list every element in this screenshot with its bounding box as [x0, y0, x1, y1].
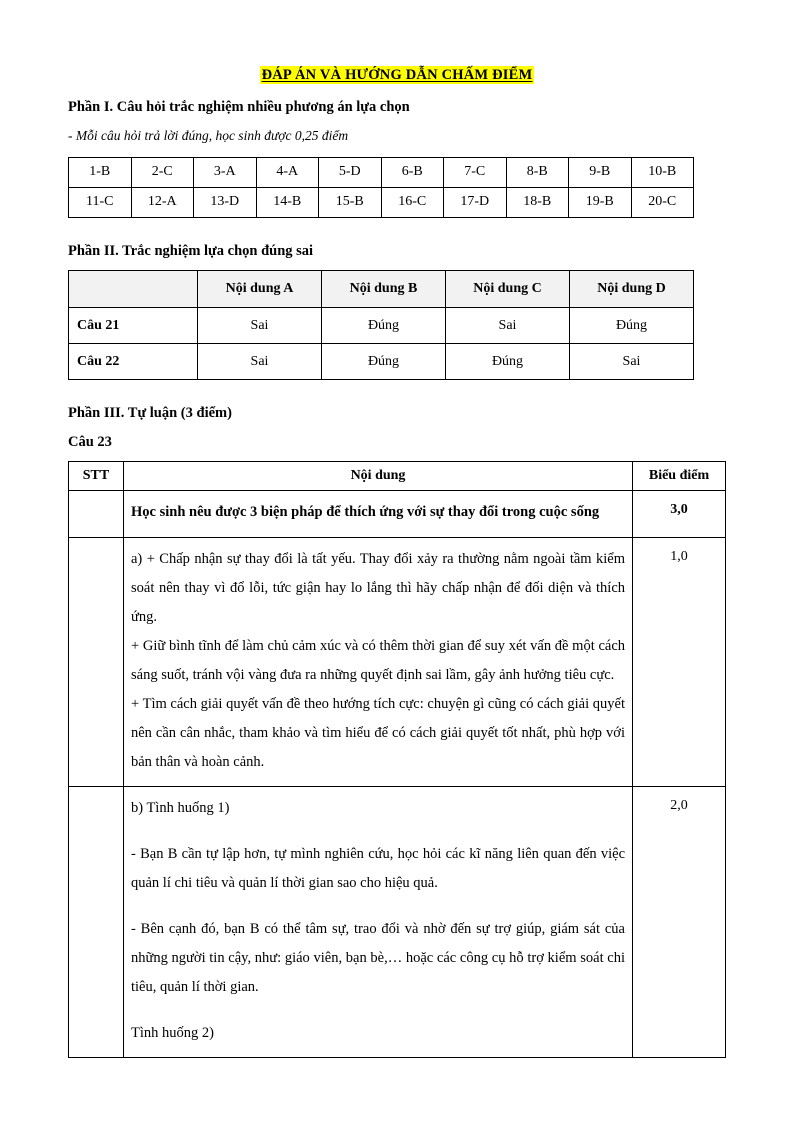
column-header-stt: STT — [69, 462, 124, 491]
table-row — [69, 344, 694, 380]
stt-cell — [69, 537, 124, 786]
answer-cell: 9-B — [569, 157, 632, 187]
answer-cell: 5-D — [319, 157, 382, 187]
part3-rubric-table — [68, 461, 726, 1058]
answer-cell: 13-D — [194, 187, 257, 217]
answer-cell: 7-C — [444, 157, 507, 187]
answer-cell: Đúng — [446, 344, 570, 380]
rubric-content-cell — [124, 786, 633, 1057]
answer-cell: Đúng — [322, 308, 446, 344]
column-header-b: Nội dung B — [322, 271, 446, 308]
part3-question-label: Câu 23 — [68, 434, 112, 451]
answer-cell: Sai — [446, 308, 570, 344]
column-header-content: Nội dung — [124, 462, 633, 491]
rubric-paragraph: - Bạn B cần tự lập hơn, tự mình nghiên cứu, học hỏi các kĩ năng liên quan đến việc quản lí chi tiêu và quản lí thời gian sao cho hiệu quả. — [131, 845, 625, 891]
answer-cell: 11-C — [69, 187, 132, 217]
row-label-cau21: Câu 21 — [69, 308, 198, 344]
answer-cell: Đúng — [570, 308, 694, 344]
rubric-paragraph: b) Tình huống 1) — [131, 799, 230, 816]
column-header-a: Nội dung A — [198, 271, 322, 308]
part3-heading: Phần III. Tự luận (3 điểm) — [68, 405, 232, 422]
answer-cell: 19-B — [569, 187, 632, 217]
rubric-paragraph: a) + Chấp nhận sự thay đổi là tất yếu. Thay đổi xảy ra thường nằm ngoài tầm kiểm soát nên thay vì đổ lỗi, tức giận hay lo lắng thì hãy chấp nhận để đối diện và thích ứng. — [131, 550, 625, 625]
answer-cell: Sai — [570, 344, 694, 380]
answer-cell: Sai — [198, 344, 322, 380]
table-row — [69, 786, 726, 1057]
score-cell: 2,0 — [633, 786, 726, 1057]
answer-cell: 6-B — [381, 157, 444, 187]
answer-cell: 2-C — [131, 157, 194, 187]
column-header-d: Nội dung D — [570, 271, 694, 308]
answer-cell: 10-B — [631, 157, 694, 187]
table-row — [69, 157, 694, 187]
answer-cell: Sai — [198, 308, 322, 344]
answer-cell: Đúng — [322, 344, 446, 380]
answer-cell: 17-D — [444, 187, 507, 217]
score-cell: 1,0 — [633, 537, 726, 786]
answer-cell: 12-A — [131, 187, 194, 217]
rubric-paragraph: + Giữ bình tĩnh để làm chủ cảm xúc và có thêm thời gian để suy xét vấn đề một cách sáng suốt, tránh vội vàng đưa ra những quyết định sai lầm, gây ảnh hưởng tiêu cực. — [131, 637, 625, 683]
column-header-score: Biểu điểm — [633, 462, 726, 491]
table-header-row — [69, 462, 726, 491]
answer-cell: 16-C — [381, 187, 444, 217]
answer-cell: 8-B — [506, 157, 569, 187]
answer-cell: 3-A — [194, 157, 257, 187]
table-row — [69, 308, 694, 344]
rubric-paragraph: Tình huống 2) — [131, 1024, 214, 1041]
answer-cell: 20-C — [631, 187, 694, 217]
part2-heading: Phần II. Trắc nghiệm lựa chọn đúng sai — [68, 242, 314, 259]
part2-truefalse-table — [68, 270, 694, 380]
rubric-paragraph: Học sinh nêu được 3 biện pháp để thích ứng với sự thay đổi trong cuộc sống — [131, 504, 600, 521]
table-row — [69, 187, 694, 217]
table-row — [69, 537, 726, 786]
row-label-cau22: Câu 22 — [69, 344, 198, 380]
stt-cell — [69, 786, 124, 1057]
column-header-corner — [69, 271, 198, 308]
table-header-row — [69, 271, 694, 308]
page-title-text: ĐÁP ÁN VÀ HƯỚNG DẪN CHẤM ĐIỂM — [261, 67, 533, 83]
page-title — [68, 66, 726, 84]
part1-answer-table — [68, 157, 694, 218]
answer-cell: 18-B — [506, 187, 569, 217]
rubric-paragraph: + Tìm cách giải quyết vấn đề theo hướng tích cực: chuyện gì cũng có cách giải quyết nên cần cân nhắc, tham khảo và tìm hiểu để có cách giải quyết tốt nhất, phù hợp với bản thân và hoàn cảnh. — [131, 695, 625, 770]
rubric-paragraph: - Bên cạnh đó, bạn B có thể tâm sự, trao đổi và nhờ đến sự trợ giúp, giám sát của những người tin cậy, như: giáo viên, bạn bè,… hoặc các công cụ hỗ trợ kiểm soát chi tiêu, quản lí thời gian. — [131, 920, 625, 995]
answer-cell: 14-B — [256, 187, 319, 217]
part1-note: - Mỗi câu hỏi trả lời đúng, học sinh được 0,25 điểm — [68, 127, 349, 143]
rubric-content-cell — [124, 537, 633, 786]
answer-cell: 1-B — [69, 157, 132, 187]
answer-cell: 15-B — [319, 187, 382, 217]
column-header-c: Nội dung C — [446, 271, 570, 308]
rubric-content-cell — [124, 491, 633, 538]
answer-cell: 4-A — [256, 157, 319, 187]
stt-cell — [69, 491, 124, 538]
score-cell: 3,0 — [633, 491, 726, 538]
part1-heading: Phần I. Câu hỏi trắc nghiệm nhiều phương án lựa chọn — [68, 99, 410, 116]
table-row — [69, 491, 726, 538]
